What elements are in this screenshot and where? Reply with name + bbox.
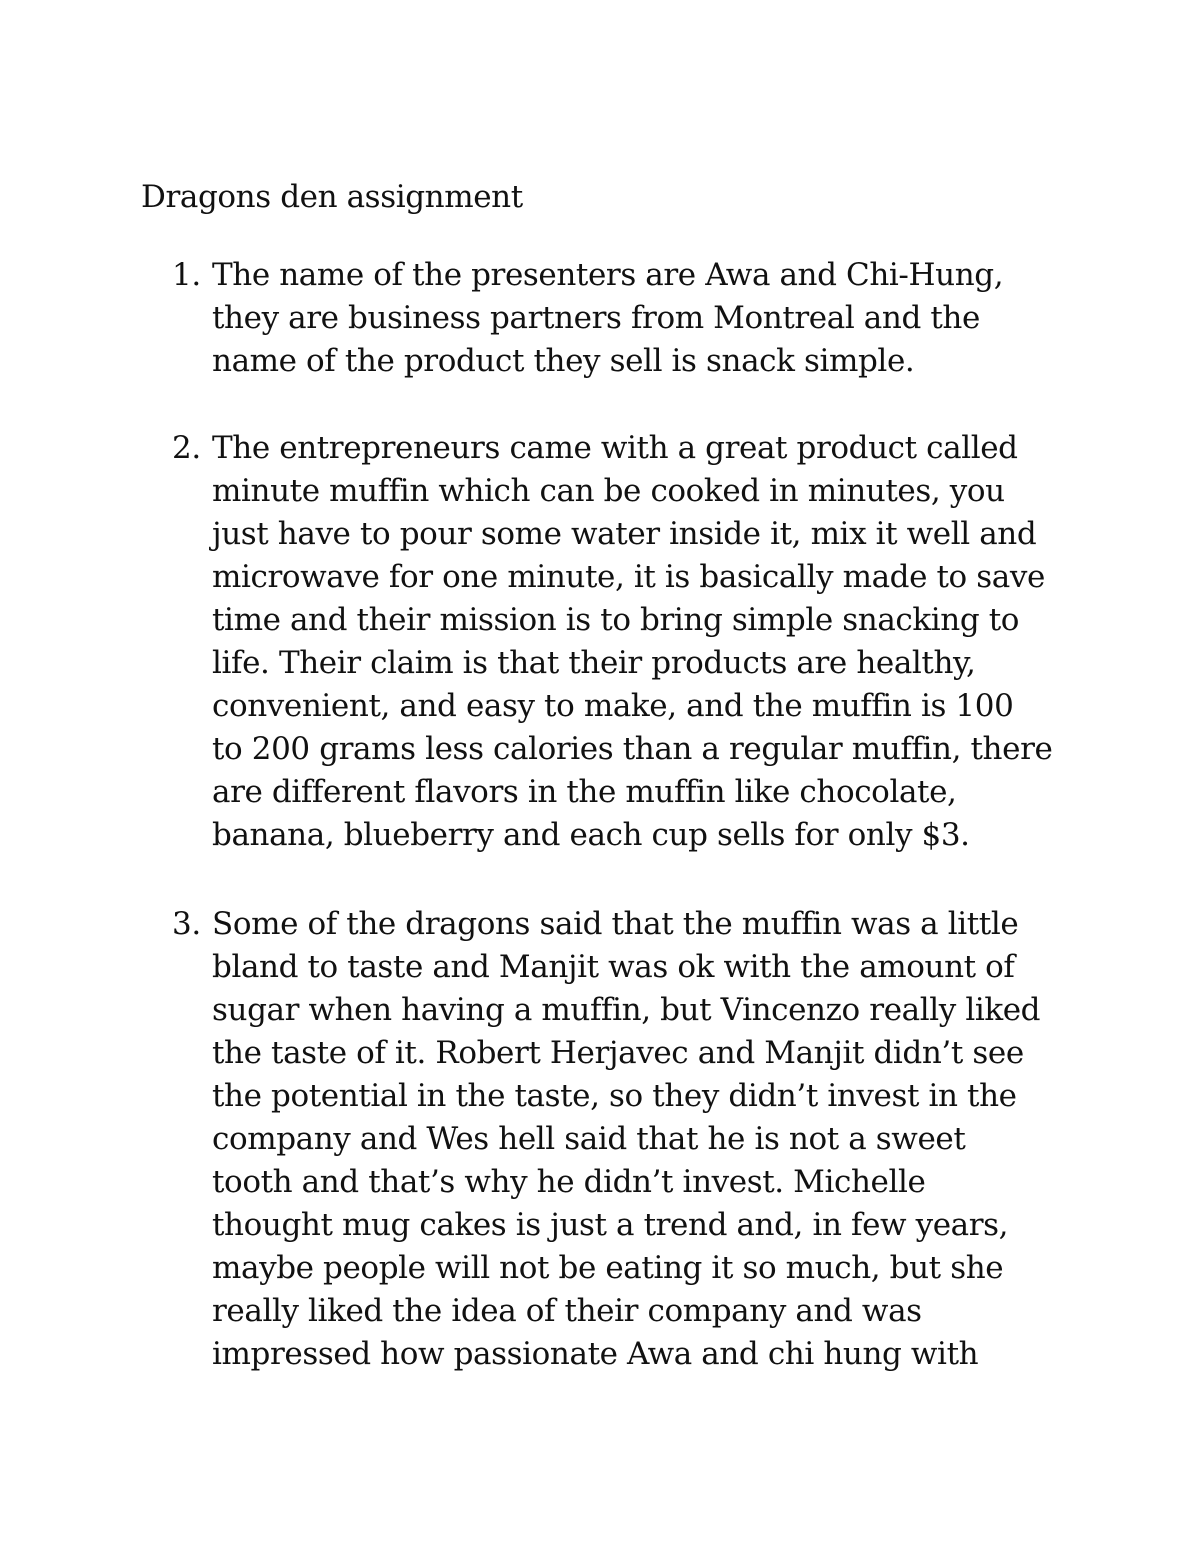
text-line: to 200 grams less calories than a regular muffin, there	[212, 731, 1053, 767]
text-line: name of the product they sell is snack simple.	[212, 343, 915, 379]
text-line: convenient, and easy to make, and the muffin is 100	[212, 688, 1014, 724]
text-line: thought mug cakes is just a trend and, in few years,	[212, 1207, 1009, 1243]
text-line: life. Their claim is that their products are healthy,	[212, 645, 976, 681]
list-item	[172, 254, 1072, 383]
document-title: Dragons den assignment	[141, 179, 523, 215]
text-line: tooth and that’s why he didn’t invest. Michelle	[212, 1164, 926, 1200]
list-item	[172, 903, 1072, 1376]
text-line: The entrepreneurs came with a great product called	[212, 430, 1018, 466]
text-line: sugar when having a muffin, but Vincenzo really liked	[212, 992, 1041, 1028]
text-line: the potential in the taste, so they didn’t invest in the	[212, 1078, 1017, 1114]
list-item	[172, 427, 1072, 857]
text-line: time and their mission is to bring simple snacking to	[212, 602, 1020, 638]
text-line: microwave for one minute, it is basically made to save	[212, 559, 1045, 595]
list-item-number: 2.	[172, 430, 201, 466]
text-line: they are business partners from Montreal and the	[212, 300, 980, 336]
text-line: are different flavors in the muffin like chocolate,	[212, 774, 957, 810]
text-line: banana, blueberry and each cup sells for only $3.	[212, 817, 970, 853]
text-line: bland to taste and Manjit was ok with the amount of	[212, 949, 1015, 985]
text-line: minute muffin which can be cooked in minutes, you	[212, 473, 1005, 509]
text-line: the taste of it. Robert Herjavec and Manjit didn’t see	[212, 1035, 1024, 1071]
list-item-number: 3.	[172, 906, 201, 942]
text-line: impressed how passionate Awa and chi hung with	[212, 1336, 979, 1372]
text-line: Some of the dragons said that the muffin was a little	[212, 906, 1019, 942]
text-line: just have to pour some water inside it, mix it well and	[212, 516, 1037, 552]
text-line: The name of the presenters are Awa and Chi-Hung,	[212, 257, 1004, 293]
text-line: really liked the idea of their company and was	[212, 1293, 922, 1329]
list-item-number: 1.	[172, 257, 201, 293]
text-line: company and Wes hell said that he is not a sweet	[212, 1121, 966, 1157]
text-line: maybe people will not be eating it so much, but she	[212, 1250, 1004, 1286]
